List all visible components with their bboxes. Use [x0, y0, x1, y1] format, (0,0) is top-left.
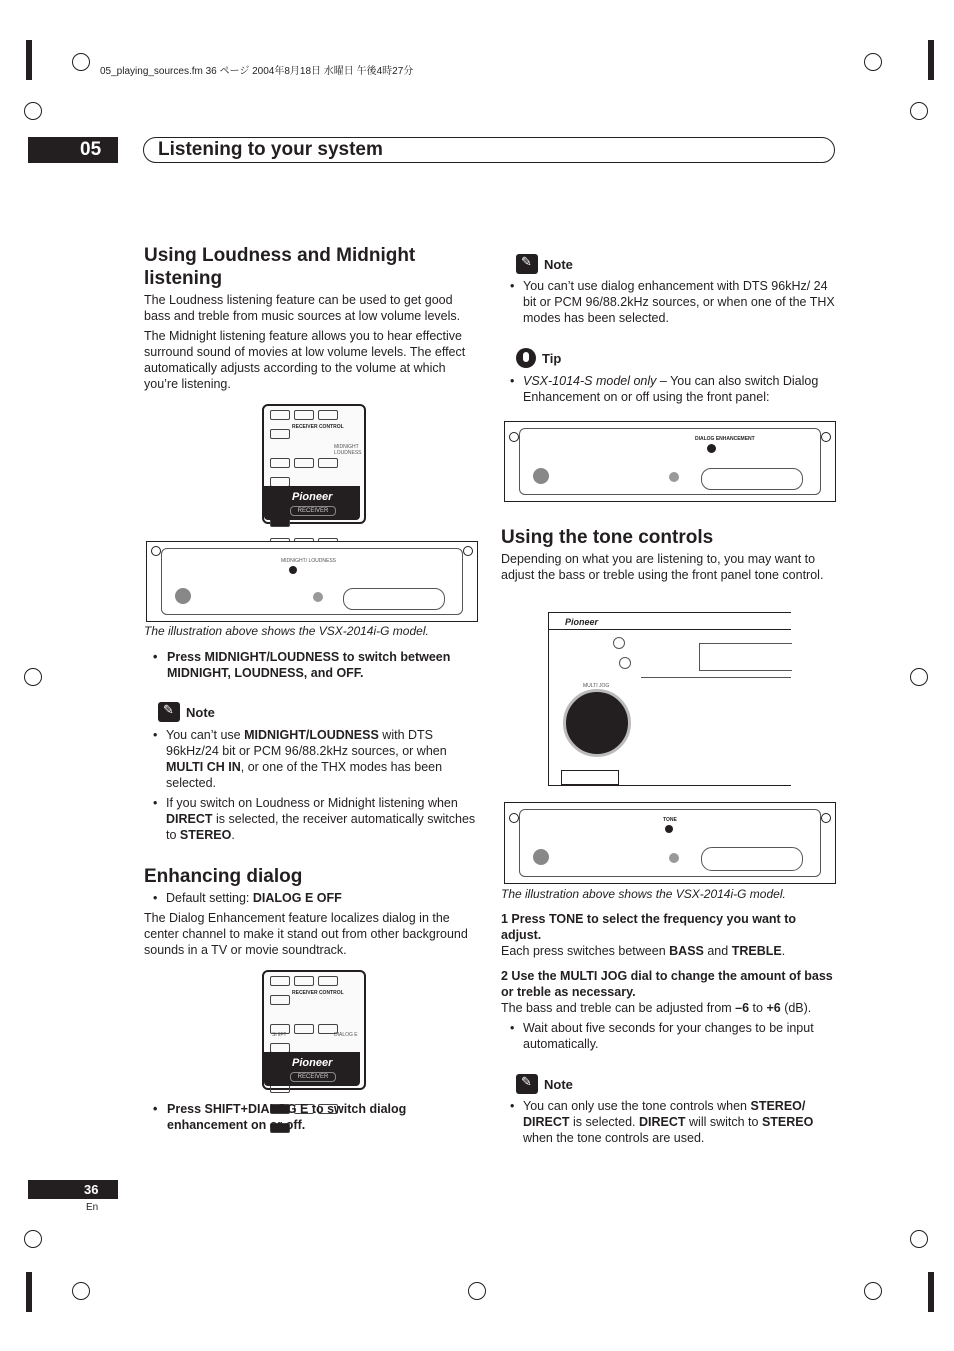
section-tone	[501, 526, 835, 583]
remote-label: SHIFT	[272, 1032, 287, 1038]
step-bullet: • Press MIDNIGHT/LOUDNESS to switch between MIDNIGHT, LOUDNESS, and OFF.	[144, 649, 480, 681]
lightbulb-icon	[516, 348, 536, 368]
receiver-illustration	[548, 612, 791, 786]
note-item: • You can’t use MIDNIGHT/LOUDNESS with DTS 96kHz/24 bit or PCM 96/88.2kHz sources, or when MULTI CH IN, or one of the THX modes has been selected.	[144, 727, 480, 791]
remote-control-illustration	[262, 404, 366, 524]
registration-mark	[910, 102, 928, 120]
registration-mark	[24, 1230, 42, 1248]
note-icon	[516, 1074, 538, 1094]
note-list	[144, 727, 480, 843]
tip-title: Tip	[542, 350, 562, 366]
section-heading: Using Loudness and Midnight listening	[144, 245, 416, 289]
tone-steps	[501, 911, 835, 1052]
tip-heading	[516, 348, 561, 368]
brand-logo: Pioneer	[292, 491, 333, 503]
note-title: Note	[544, 1076, 573, 1092]
figure-caption: The illustration above shows the VSX-2014i-G model.	[501, 887, 786, 901]
panel-label: TONE	[663, 817, 677, 823]
section-heading: Enhancing dialog	[144, 866, 303, 887]
page-number: 36	[28, 1180, 118, 1199]
note-heading	[516, 1074, 573, 1094]
dial-label: MULTI JOG	[583, 683, 610, 689]
default-setting: • Default setting: DIALOG E OFF	[144, 890, 480, 906]
crop-mark	[908, 40, 934, 80]
remote-label: RECEIVER	[290, 506, 336, 516]
remote-label: RECEIVER CONTROL	[292, 990, 344, 996]
remote-label: MIDNIGHT LOUDNESS	[334, 444, 362, 456]
remote-label: RECEIVER CONTROL	[292, 424, 344, 430]
front-panel-illustration	[504, 802, 836, 884]
note-icon	[516, 254, 538, 274]
registration-mark	[910, 1230, 928, 1248]
remote-label: DIALOG E	[334, 1032, 358, 1038]
step-title: 2 Use the MULTI JOG dial to change the amount of bass or treble as necessary.	[501, 969, 833, 999]
figure-caption: The illustration above shows the VSX-2014i-G model.	[144, 624, 429, 638]
section-dialog	[144, 865, 480, 958]
panel-label: MIDNIGHT/ LOUDNESS	[281, 558, 337, 564]
note-item: • If you switch on Loudness or Midnight listening when DIRECT is selected, the receiver automatically switches to STEREO.	[144, 795, 480, 843]
brand-logo: Pioneer	[565, 617, 599, 627]
paragraph: The Dialog Enhancement feature localizes dialog in the center channel to make it stand out from other background sounds in a TV or movie soundtrack.	[144, 911, 468, 957]
paragraph: Depending on what you are listening to, you may want to adjust the bass or treble using the front panel tone control.	[501, 552, 824, 582]
section-loudness	[144, 244, 480, 392]
step-title: 1 Press TONE to select the frequency you want to adjust.	[501, 912, 796, 942]
paragraph: The Loudness listening feature can be used to get good bass and treble from music sources at low volume levels.	[144, 293, 461, 323]
crop-mark	[908, 1272, 934, 1312]
note-title: Note	[544, 256, 573, 272]
registration-mark	[24, 668, 42, 686]
step-bullet: • Press SHIFT+DIALOG E to switch dialog enhancement on or off.	[144, 1101, 480, 1133]
note-item: • You can only use the tone controls when STEREO/ DIRECT is selected. DIRECT will switch to STEREO when the tone controls are used.	[501, 1098, 835, 1146]
section-heading: Using the tone controls	[501, 527, 714, 548]
file-header: 05_playing_sources.fm 36 ページ 2004年8月18日 水曜日 午後4時27分	[100, 66, 414, 77]
panel-label: DIALOG ENHANCEMENT	[695, 436, 755, 442]
front-panel-illustration	[504, 421, 836, 502]
registration-mark	[864, 1282, 882, 1300]
paragraph: The Midnight listening feature allows you to hear effective surround sound of movies at low volume levels. The effect automatically adjusts according to the volume at which you’re listening.	[144, 329, 466, 391]
registration-mark	[864, 53, 882, 71]
crop-mark	[26, 1272, 52, 1312]
registration-mark	[910, 668, 928, 686]
note-title: Note	[186, 704, 215, 720]
step-body: Each press switches between BASS and TREBLE.	[501, 944, 786, 958]
step-body: The bass and treble can be adjusted from –6 to +6 (dB).	[501, 1001, 812, 1015]
registration-mark	[72, 1282, 90, 1300]
note-heading	[158, 702, 215, 722]
registration-mark	[24, 102, 42, 120]
brand-logo: Pioneer	[292, 1057, 333, 1069]
tip-item: • VSX-1014-S model only – You can also switch Dialog Enhancement on or off using the front panel:	[501, 373, 835, 405]
remote-control-illustration	[262, 970, 366, 1090]
language-code: En	[86, 1202, 99, 1213]
note-icon	[158, 702, 180, 722]
chapter-title: Listening to your system	[143, 137, 835, 163]
note-heading	[516, 254, 573, 274]
crop-mark	[26, 40, 52, 80]
front-panel-illustration	[146, 541, 478, 622]
note-item: • You can’t use dialog enhancement with DTS 96kHz/ 24 bit or PCM 96/88.2kHz sources, or when one of the THX modes has been selected.	[501, 278, 835, 326]
registration-mark	[468, 1282, 486, 1300]
step-bullet: • Wait about five seconds for your changes to be input automatically.	[501, 1020, 835, 1052]
chapter-number: 05	[28, 137, 118, 163]
registration-mark	[72, 53, 90, 71]
remote-label: RECEIVER	[290, 1072, 336, 1082]
